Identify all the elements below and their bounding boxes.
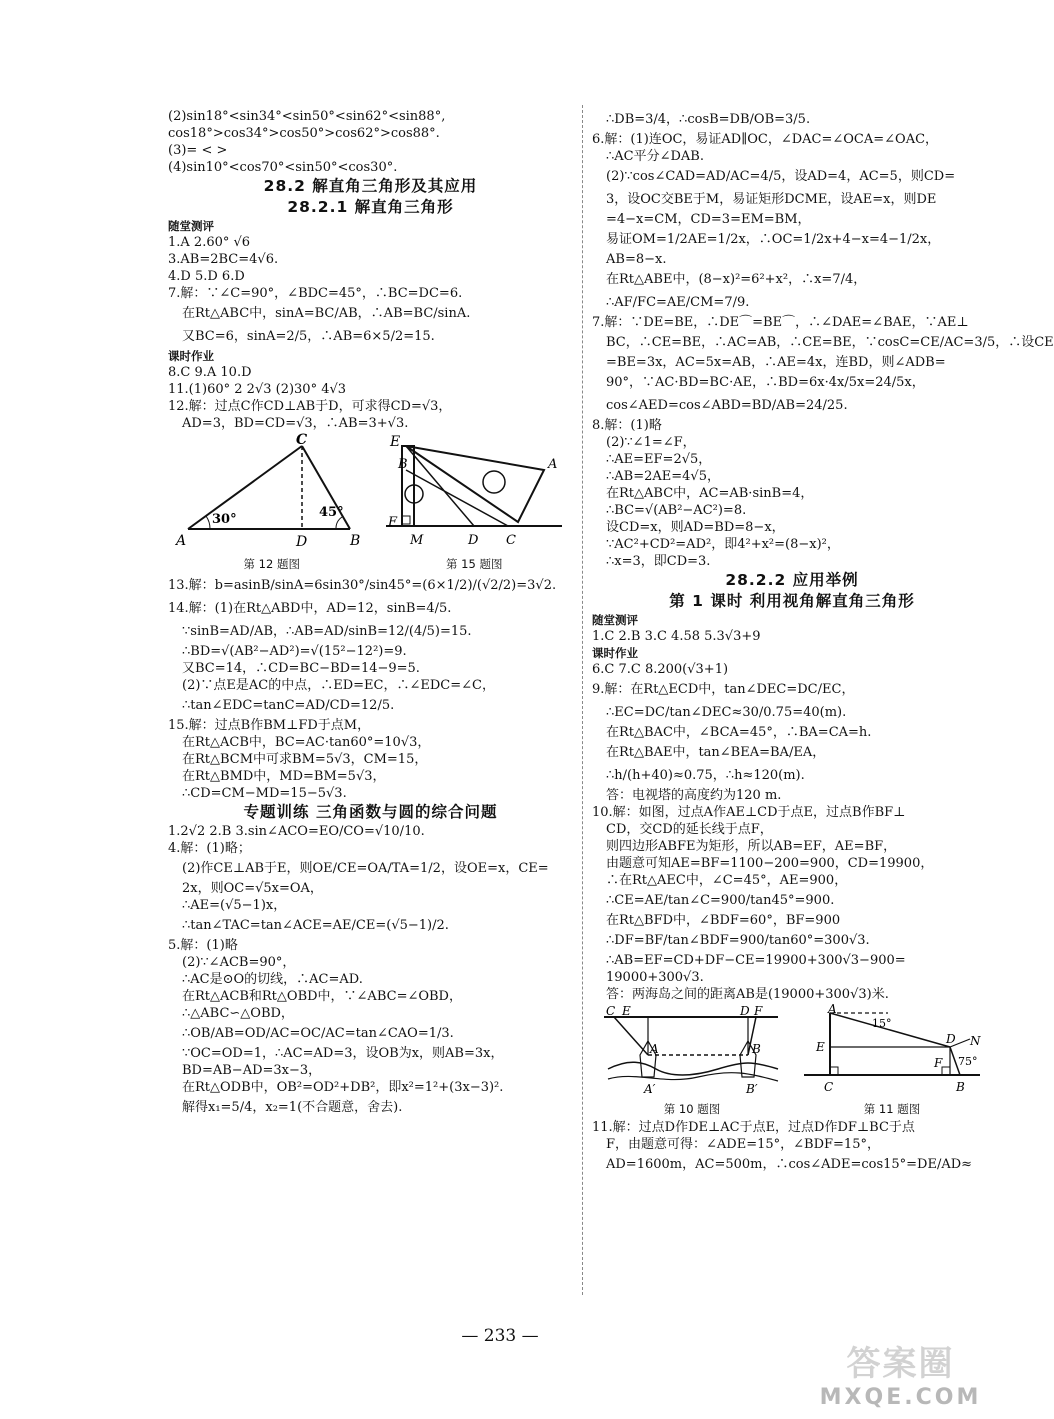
label-C: C <box>505 533 516 548</box>
answer-line: ∴CD=CM−MD=15−5√3. <box>182 786 347 801</box>
slope-diagram <box>800 1002 985 1097</box>
answer-line: 在Rt△ODB中，OB²=OD²+DB²，即x²=1²+(3x−3)². <box>182 1080 504 1095</box>
figure-15 <box>382 434 567 572</box>
answer-line: 19000+300√3. <box>606 970 704 985</box>
answer-line: ∴AB=2AE=4√5， <box>606 469 720 484</box>
answer-line: CD，交CD的延长线于点F， <box>606 822 773 837</box>
answer-line: 又BC=6，sinA=2/5，∴AB=6×5/2=15. <box>182 329 435 344</box>
label-B-prime: B′ <box>745 1082 758 1096</box>
answer-line: (2)∵∠1=∠F， <box>606 435 696 450</box>
label-E: E <box>815 1040 825 1054</box>
figure-caption: 第 10 题图 <box>663 1102 721 1116</box>
answer-line: ∴EC=DC/tan∠DEC≈30/0.75=40(m). <box>606 705 847 720</box>
answer-line: ∴tan∠TAC=tan∠ACE=AE/CE=(√5−1)/2. <box>182 918 449 933</box>
figure-caption: 第 12 题图 <box>243 557 300 571</box>
label-keshi: 课时作业 <box>168 349 214 363</box>
answer-line: cos18°>cos34°>cos50°>cos62°>cos88°. <box>168 126 440 141</box>
figure-10 <box>600 1005 785 1117</box>
figure-11 <box>800 1002 985 1117</box>
answer-line: 15.解：过点B作BM⊥FD于点M， <box>168 718 371 733</box>
answer-line: 1.2√2 2.B 3.sin∠ACO=EO/CO=√10/10. <box>168 824 425 839</box>
answer-line: 在Rt△ABE中，(8−x)²=6²+x²，∴x=7/4， <box>606 272 867 287</box>
answer-line: 由题意可知AE=BF=1100−200=900，CD=19900， <box>606 856 934 871</box>
label-B: B <box>397 457 408 472</box>
label-A: A <box>547 457 558 472</box>
answer-line: 4.D 5.D 6.D <box>168 269 245 284</box>
answer-line: ∴DF=BF/tan∠BDF=900/tan60°=300√3. <box>606 933 870 948</box>
watermark-logo <box>808 1336 993 1414</box>
answer-line: 解得x₁=5/4，x₂=1(不合题意，舍去). <box>182 1100 403 1115</box>
answer-line: F，由题意可得：∠ADE=15°，∠BDF=15°， <box>606 1137 880 1152</box>
answer-line: ∴△ABC∽△OBD， <box>182 1006 294 1021</box>
answer-line: 6.解：(1)连OC，易证AD∥OC，∠DAC=∠OCA=∠OAC， <box>592 132 939 147</box>
answer-line: 7.解：∵DE=BE，∴DE⌒=BE⌒，∴∠DAE=∠BAE，∵AE⊥ <box>592 315 969 330</box>
label-B: B <box>350 533 361 549</box>
answer-line: ∴AF/FC=AE/CM=7/9. <box>606 295 750 310</box>
figure-caption: 第 11 题图 <box>863 1102 921 1116</box>
triangle-diagram <box>174 434 369 552</box>
answer-line: 9.解：在Rt△ECD中，tan∠DEC=DC/EC， <box>592 682 855 697</box>
label-C: C <box>605 1004 615 1018</box>
label-E: E <box>621 1004 631 1018</box>
label-A: A <box>649 1042 659 1056</box>
label-F: F <box>933 1056 942 1070</box>
angle-45: 45° <box>319 505 344 520</box>
page-number: — 233 — <box>461 1326 539 1346</box>
answer-line: ∴AC是⊙O的切线，∴AC=AD. <box>182 972 363 987</box>
column-divider <box>582 105 583 1295</box>
answer-line: =4−x=CM，CD=3=EM=BM， <box>606 212 811 227</box>
answer-line: (2)∵点E是AC的中点，∴ED=EC，∴∠EDC=∠C， <box>182 678 495 693</box>
answer-line: 4.解：(1)略； <box>168 841 251 856</box>
label-D: D <box>296 534 308 550</box>
ruler-triangle-diagram <box>382 434 567 552</box>
answer-line: ∴tan∠EDC=tanC=AD/CD=12/5. <box>182 698 395 713</box>
answer-line: BC，∴CE=BE，∴AC=AB，∴CE=BE，∵cosC=CE/AC=3/5，∴设CE <box>606 335 1054 350</box>
answer-line: 8.C 9.A 10.D <box>168 365 252 380</box>
answer-line: ∴在Rt△AEC中，∠C=45°，AE=900， <box>606 873 848 888</box>
answer-line: 又BC=14，∴CD=BC−BD=14−9=5. <box>182 661 420 676</box>
answer-line: ∴AB=EF=CD+DF−CE=19900+300√3−900= <box>606 953 906 968</box>
answer-line: ∴h/(h+40)≈0.75，∴h≈120(m). <box>606 768 805 783</box>
answer-line: (2)∵cos∠CAD=AD/AC=4/5，设AD=4，AC=5，则CD= <box>606 169 956 184</box>
answer-line: 则四边形ABFE为矩形，所以AB=EF，AE=BF， <box>606 839 897 854</box>
answer-line: ∴CE=AE/tan∠C=900/tan45°=900. <box>606 893 835 908</box>
label-N: N <box>969 1034 980 1048</box>
figure-caption: 第 15 题图 <box>446 557 503 571</box>
answer-line: 11.解：过点D作DE⊥AC于点E，过点D作DF⊥BC于点 <box>592 1120 915 1135</box>
answer-line: ∴AE=(√5−1)x， <box>182 898 287 913</box>
answer-line: ∴BD=√(AB²−AD²)=√(15²−12²)=9. <box>182 644 407 659</box>
label-E: E <box>389 434 400 450</box>
angle-75: 75° <box>957 1055 977 1068</box>
answer-line: 答：电视塔的高度约为120 m. <box>606 788 782 803</box>
answer-line: 在Rt△BMD中，MD=BM=5√3， <box>182 769 386 784</box>
answer-line: ∴DB=3/4，∴cosB=DB/OB=3/5. <box>606 112 811 127</box>
right-column <box>592 108 1054 1176</box>
angle-30: 30° <box>212 512 237 527</box>
answer-line: ∴AC平分∠DAB. <box>606 149 704 164</box>
answer-line: (2)sin18°<sin34°<sin50°<sin62°<sin88°, <box>168 109 446 124</box>
figures-row <box>168 434 573 572</box>
answer-line: 7.解：∵∠C=90°，∠BDC=45°，∴BC=DC=6. <box>168 286 463 301</box>
answer-line: ∴BC=√(AB²−AC²)=8. <box>606 503 747 518</box>
label-A-prime: A′ <box>643 1082 655 1096</box>
answer-line: (3)= < > <box>168 143 228 158</box>
answer-line: 8.解：(1)略 <box>592 418 662 433</box>
label-D: D <box>467 533 479 548</box>
answer-line: 11.(1)60° 2 2√3 (2)30° 4√3 <box>168 382 347 397</box>
label-F: F <box>753 1004 762 1018</box>
lesson-heading: 第 1 课时 利用视角解直角三角形 <box>669 592 915 610</box>
answer-line: AD=1600m，AC=500m，∴cos∠ADE=cos15°=DE/AD≈ <box>606 1157 973 1172</box>
label-F: F <box>387 515 397 530</box>
answer-line: (4)sin10°<cos70°<sin50°<cos30°. <box>168 160 398 175</box>
figures-row <box>592 1002 992 1117</box>
subsection-heading: 28.2.1 解直角三角形 <box>287 198 454 216</box>
answer-line: ∴OB/AB=OD/AC=OC/AC=tan∠CAO=1/3. <box>182 1026 454 1041</box>
left-column <box>168 108 573 1119</box>
label-D: D <box>739 1004 750 1018</box>
label-keshi: 课时作业 <box>592 646 638 660</box>
section-heading: 28.2 解直角三角形及其应用 <box>263 177 478 195</box>
islands-diagram <box>600 1005 785 1097</box>
answer-line: (2)作CE⊥AB于E，则OE/CE=OA/TA=1/2，设OE=x，CE= <box>182 861 549 876</box>
angle-15: 15° <box>871 1017 891 1030</box>
answer-line: 在Rt△BCM中可求BM=5√3，CM=15， <box>182 752 428 767</box>
answer-line: ∵AC²+CD²=AD²，即4²+x²=(8−x)²， <box>606 537 840 552</box>
answer-line: AB=8−x. <box>606 252 667 267</box>
answer-line: 6.C 7.C 8.200(√3+1) <box>592 662 729 677</box>
watermark-url: MXQE.COM <box>819 1385 982 1410</box>
label-C: C <box>296 432 308 448</box>
label-A: A <box>827 1002 837 1016</box>
label-M: M <box>409 533 424 548</box>
answer-line: 3，设OC交BE于M，易证矩形DCME，设AE=x，则DE <box>606 192 937 207</box>
answer-line: (2)∵∠ACB=90°， <box>182 955 296 970</box>
answer-line: 1.A 2.60° √6 <box>168 235 251 250</box>
answer-line: 在Rt△ACB中，BC=AC·tan60°=10√3， <box>182 735 431 750</box>
special-heading: 专题训练 三角函数与圆的综合问题 <box>243 803 498 821</box>
answer-line: 在Rt△ABC中，sinA=BC/AB，∴AB=BC/sinA. <box>182 306 471 321</box>
answer-line: 10.解：如图，过点A作AE⊥CD于点E，过点B作BF⊥ <box>592 805 906 820</box>
answer-line: 答：两海岛之间的距离AB是(19000+300√3)米. <box>606 987 889 1002</box>
answer-line: 12.解：过点C作CD⊥AB于D，可求得CD=√3， <box>168 399 452 414</box>
label-C: C <box>823 1080 833 1094</box>
answer-line: AD=3，BD=CD=√3，∴AB=3+√3. <box>182 416 409 431</box>
label-A: A <box>176 533 187 549</box>
answer-line: 1.C 2.B 3.C 4.58 5.3√3+9 <box>592 629 761 644</box>
answer-line: 14.解：(1)在Rt△ABD中，AD=12，sinB=4/5. <box>168 601 452 616</box>
answer-line: BD=AB−AD=3x−3， <box>182 1063 322 1078</box>
label-suitang: 随堂测评 <box>168 219 214 233</box>
watermark-big: 答案圈 <box>846 1344 955 1384</box>
answer-line: 在Rt△ABC中，AC=AB·sinB=4， <box>606 486 814 501</box>
answer-line: ∴AE=EF=2√5， <box>606 452 712 467</box>
figure-12 <box>174 434 369 572</box>
answer-line: 在Rt△BAC中，∠BCA=45°，∴BA=CA=h. <box>606 725 872 740</box>
label-D: D <box>945 1032 956 1046</box>
answer-line: 在Rt△ACB和Rt△OBD中，∵∠ABC=∠OBD， <box>182 989 462 1004</box>
answer-line: 易证OM=1/2AE=1/2x，∴OC=1/2x+4−x=4−1/2x， <box>606 232 941 247</box>
answer-line: 90°，∵AC·BD=BC·AE，∴BD=6x·4x/5x=24/5x， <box>606 375 925 390</box>
answer-line: 2x，则OC=√5x=OA， <box>182 881 323 896</box>
label-B: B <box>751 1042 761 1056</box>
answer-line: 13.解：b=asinB/sinA=6sin30°/sin45°=(6×1/2)/(√2/2)=3√2. <box>168 578 557 593</box>
subsection-heading: 28.2.2 应用举例 <box>725 571 859 589</box>
answer-line: 在Rt△BFD中，∠BDF=60°，BF=900 <box>606 913 841 928</box>
answer-line: ∴x=3，即CD=3. <box>606 554 711 569</box>
label-suitang: 随堂测评 <box>592 613 638 627</box>
answer-line: ∵OC=OD=1，∴AC=AD=3，设OB为x，则AB=3x， <box>182 1046 504 1061</box>
answer-line: 3.AB=2BC=4√6. <box>168 252 279 267</box>
answer-line: 在Rt△BAE中，tan∠BEA=BA/EA， <box>606 745 826 760</box>
answer-line: =BE=3x，AC=5x=AB，∴AE=4x，连BD，则∠ADB= <box>606 355 946 370</box>
answer-line: 设CD=x，则AD=BD=8−x， <box>606 520 785 535</box>
label-B: B <box>955 1080 965 1094</box>
answer-line: 5.解：(1)略 <box>168 938 238 953</box>
answer-line: ∵sinB=AD/AB，∴AB=AD/sinB=12/(4/5)=15. <box>182 624 472 639</box>
answer-line: cos∠AED=cos∠ABD=BD/AB=24/25. <box>606 398 848 413</box>
